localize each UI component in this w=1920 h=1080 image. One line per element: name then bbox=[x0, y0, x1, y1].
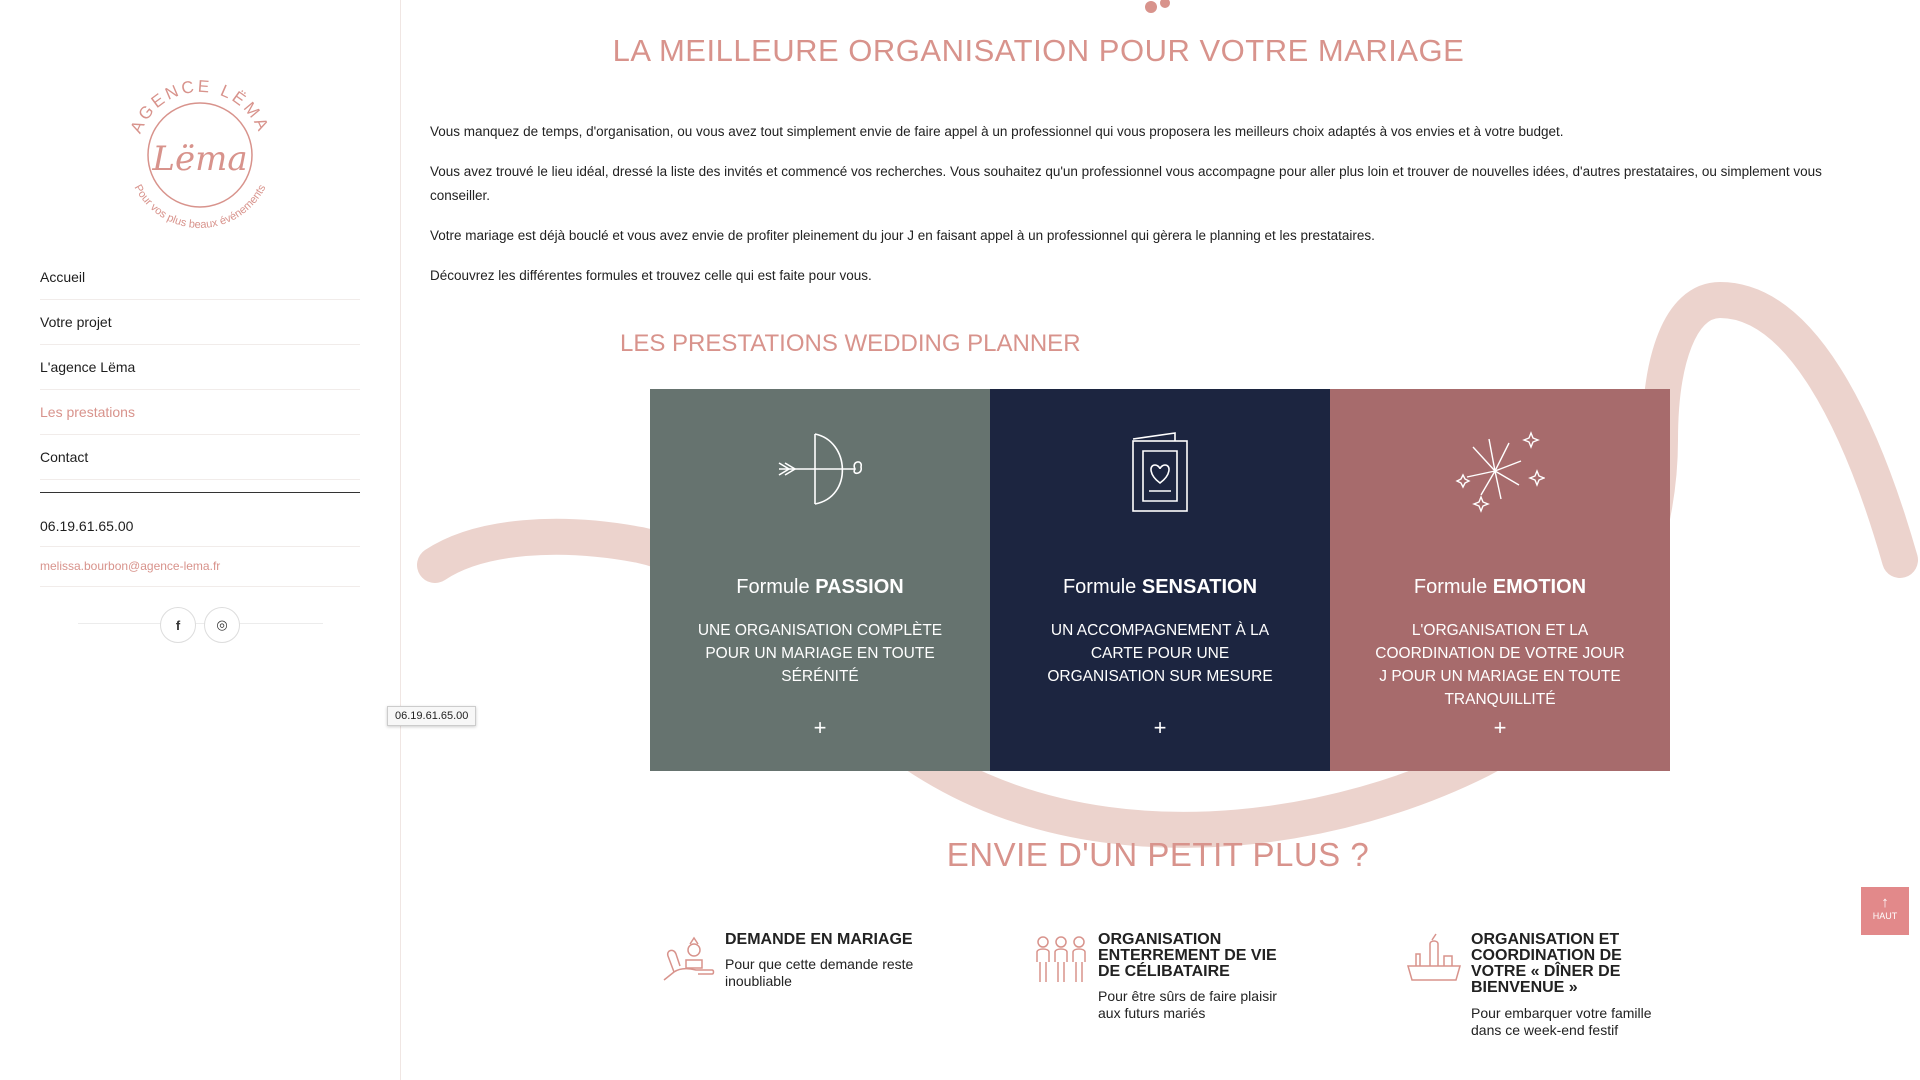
social-divider bbox=[78, 623, 323, 624]
formula-description: UNE ORGANISATION COMPLÈTE POUR UN MARIAGE EN TOUTE SÉRÉNITÉ bbox=[697, 622, 943, 685]
fireworks-icon bbox=[1455, 429, 1545, 515]
nav-item-contact[interactable]: Contact bbox=[40, 435, 360, 480]
page-title: LA MEILLEURE ORGANISATION POUR VOTRE MARIAGE bbox=[612, 33, 1465, 68]
logo-center-text: Lëma bbox=[152, 139, 248, 179]
sidebar bbox=[0, 0, 401, 1080]
formula-card-emotion[interactable] bbox=[1330, 389, 1670, 771]
heart-card-icon bbox=[1125, 429, 1195, 513]
prestations-title: LES PRESTATIONS WEDDING PLANNER bbox=[620, 330, 1081, 357]
extra-description: Pour être sûrs de faire plaisir aux futurs mariés bbox=[1098, 988, 1277, 1021]
nav-item-accueil[interactable]: Accueil bbox=[40, 255, 360, 300]
ring-hand-icon bbox=[660, 932, 716, 988]
svg-text:AGENCE LËMA bbox=[127, 77, 274, 136]
logo-bottom-text: Pour vos plus beaux événements bbox=[131, 182, 269, 232]
agence-lema-logo[interactable] bbox=[115, 60, 285, 235]
back-to-top-label: HAUT bbox=[1872, 911, 1898, 921]
formula-expand-button[interactable]: + bbox=[813, 715, 827, 740]
intro-paragraph: Découvrez les différentes formules et trouvez celle qui est faite pour vous. bbox=[430, 268, 872, 283]
facebook-button[interactable] bbox=[160, 607, 196, 643]
formula-description: UN ACCOMPAGNEMENT À LA CARTE POUR UNE ORGANISATION SUR MESURE bbox=[1047, 622, 1273, 685]
intro-text bbox=[430, 120, 1850, 304]
phone-tooltip: 06.19.61.65.00 bbox=[387, 706, 476, 726]
phone-link[interactable]: 06.19.61.65.00 bbox=[40, 506, 360, 547]
formula-description: L'ORGANISATION ET LA COORDINATION DE VOTRE JOUR J POUR UN MARIAGE EN TOUTE TRANQUILLITÉ bbox=[1375, 622, 1625, 708]
intro-paragraph: Vous avez trouvé le lieu idéal, dressé la liste des invités et commencé vos recherches. Vous souhaitez qu'un professionnel vous accompagne pour aller plus loin et trouver de nouvelles idées, d'autres prestataires, ou simplement vous conseiller. bbox=[430, 164, 1822, 203]
email-link[interactable]: melissa.bourbon@agence-lema.fr bbox=[40, 546, 360, 587]
formula-name: Formule SENSATION bbox=[1062, 576, 1258, 598]
intro-paragraph: Vous manquez de temps, d'organisation, ou vous avez tout simplement envie de faire appel à un professionnel qui vous proposera les meilleurs choix adaptés à vos envies et à votre budget. bbox=[430, 124, 1564, 139]
main-nav bbox=[40, 255, 360, 480]
extra-description: Pour que cette demande reste inoubliable bbox=[725, 956, 914, 989]
arrow-up-icon: ↑ bbox=[1881, 894, 1889, 911]
formula-card-sensation[interactable] bbox=[990, 389, 1330, 771]
extra-title: DEMANDE EN MARIAGE bbox=[725, 931, 913, 948]
formula-expand-button[interactable]: + bbox=[1153, 715, 1167, 740]
instagram-icon: ◎ bbox=[216, 617, 228, 632]
nav-item-prestations[interactable]: Les prestations bbox=[40, 390, 360, 435]
formula-cards bbox=[650, 389, 1670, 771]
extra-description: Pour embarquer votre famille dans ce week-end festif bbox=[1471, 1005, 1652, 1038]
bow-arrow-icon bbox=[775, 429, 865, 509]
formula-name: Formule PASSION bbox=[736, 576, 904, 598]
nav-item-agence-lema[interactable]: L'agence Lëma bbox=[40, 345, 360, 390]
nav-item-votre-projet[interactable]: Votre projet bbox=[40, 300, 360, 345]
formula-expand-button[interactable]: + bbox=[1493, 715, 1507, 740]
dinner-table-icon bbox=[1406, 932, 1462, 988]
instagram-button[interactable] bbox=[204, 607, 240, 643]
nav-divider bbox=[40, 492, 360, 493]
extra-title: ORGANISATION ENTERREMENT DE VIE DE CÉLIBATAIRE bbox=[1098, 931, 1277, 980]
logo-top-text: AGENCE LËMA bbox=[126, 76, 274, 137]
back-to-top-button[interactable] bbox=[1861, 887, 1909, 935]
top-dots-decoration bbox=[1143, 0, 1173, 16]
extra-title: ORGANISATION ET COORDINATION DE VOTRE « DÎNER DE BIENVENUE » bbox=[1471, 931, 1622, 996]
formula-card-passion[interactable] bbox=[650, 389, 990, 771]
intro-paragraph: Votre mariage est déjà bouclé et vous avez envie de profiter pleinement du jour J en faisant appel à un professionnel qui gèrera le planning et les prestataires. bbox=[430, 228, 1375, 243]
petit-plus-title: ENVIE D'UN PETIT PLUS ? bbox=[946, 836, 1370, 873]
facebook-icon: f bbox=[175, 617, 181, 633]
formula-name: Formule EMOTION bbox=[1413, 576, 1587, 598]
group-people-icon bbox=[1033, 932, 1089, 988]
